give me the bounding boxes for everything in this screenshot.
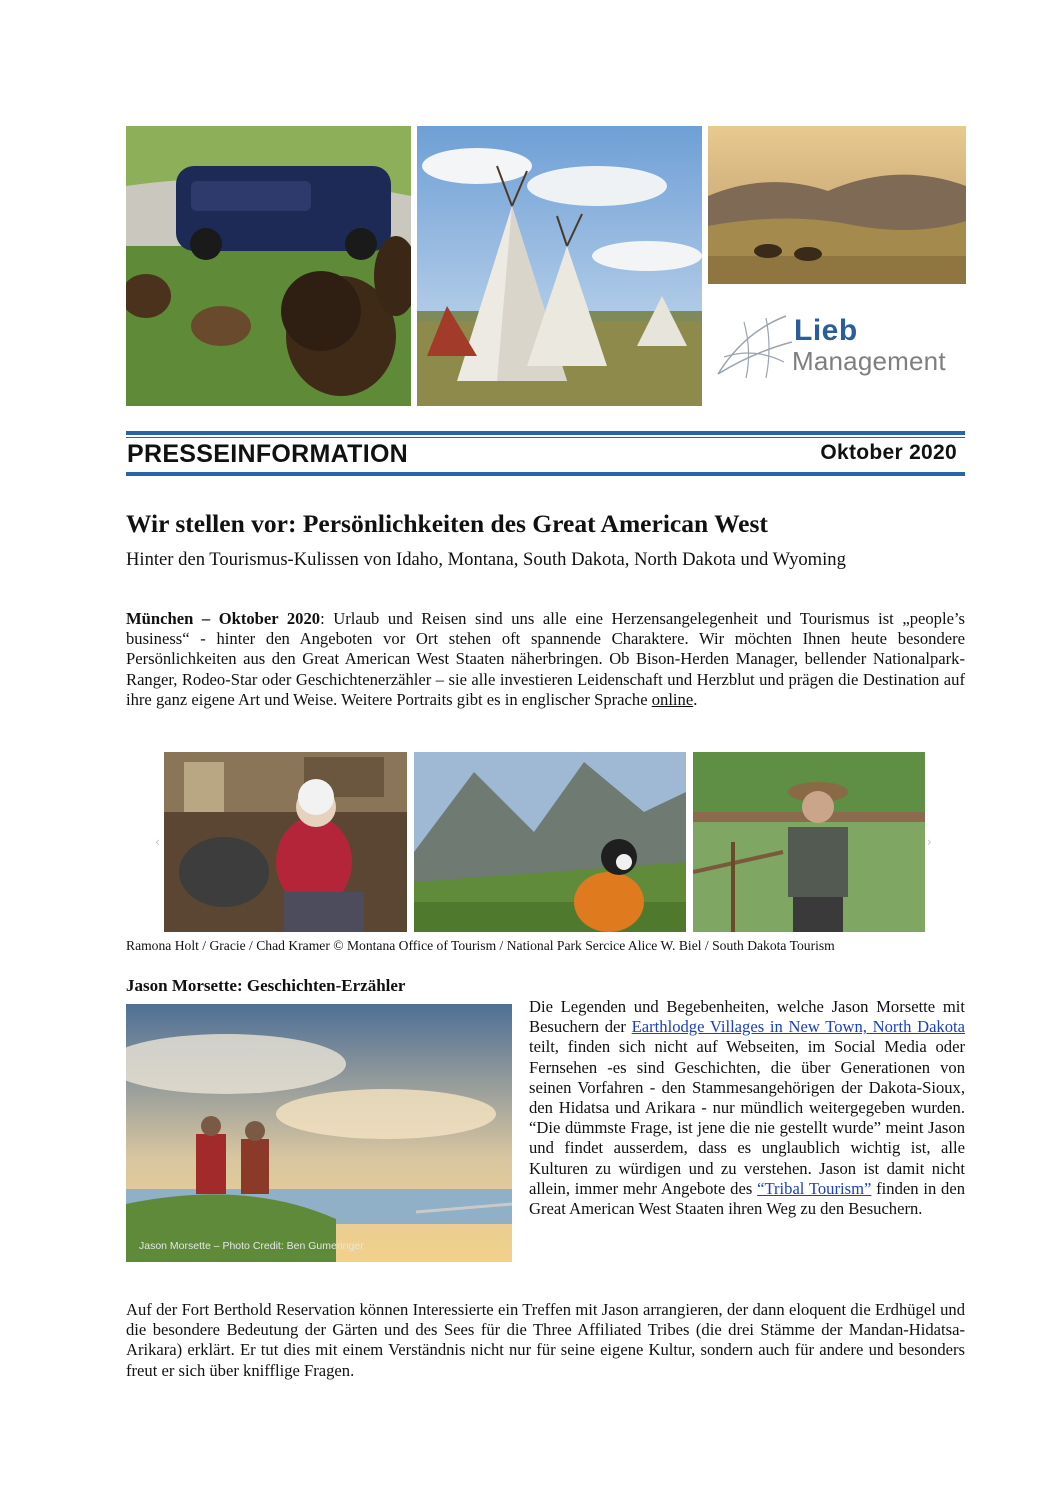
portrait-ramona-holt: [164, 752, 407, 932]
logo-management-text: Management: [792, 346, 946, 376]
globe-swoosh-icon: [714, 312, 794, 382]
press-date: Oktober 2020: [820, 441, 957, 464]
portrait-gracie-dog: [414, 752, 686, 932]
intro-body: : Urlaub und Reisen sind uns alle eine Herzensangelegenheit und Tourismus ist „people’s business“ - hinter den Angeboten vor Ort stehen oft spannende Charaktere. Wir möchten Ihnen heute besondere Persönlichkeiten aus den Great American West Staaten näherbringen. Ob Bison-Herden Manager, bellender Nationalpark-Ranger, Rodeo-Star oder Geschichtenerzähler – sie alle investieren Leidenschaft und Herzblut und prägen die Destination auf ihre ganz eigene Art und Weise. Weitere Portraits gibt es in englischer Sprache: [126, 609, 965, 709]
article-title: Wir stellen vor: Persönlichkeiten des Great American West: [126, 509, 768, 538]
side-text-2: teilt, finden sich nicht auf Webseiten, im Social Media oder Fernsehen -es sind Geschichten, die über Generationen von seinen Vorfahren - den Stammesangehörigen der Dakota-Sioux, den Hidatsa und Arikara - nur mündlich weitergegeben wurden. “Die dümmste Frage, ist jene die nie gestellt wurde” meint Jason und findet ausserdem, dass es unglaublich wichtig ist, alle Kulturen zu würdigen und zu verstehen. Jason ist damit nicht allein, immer mehr Angebote des: [529, 1037, 965, 1198]
riders-photo: [708, 126, 966, 284]
portrait-chad-kramer: [693, 752, 925, 932]
side-text-3: finden in den Great American West Staaten ihren Weg zu den Besuchern.: [529, 1178, 965, 1219]
online-link[interactable]: online: [651, 689, 694, 709]
banner-rule-bottom: [126, 472, 965, 476]
tribal-tourism-link[interactable]: “Tribal Tourism”: [757, 1178, 872, 1198]
bottom-paragraph: Auf der Fort Berthold Reservation können Interessierte ein Treffen mit Jason arrangieren, der dann eloquent die Erdhügel und die besondere Bedeutung der Gärten und des Sees für die Three Affiliated Tribes (die drei Stämme der Mandan-Hidatsa-Arikara) erklärt. Er tut dies mit einem Verständnis nicht nur für seine eigene Kultur, sondern auch für andere und besonders freut er sich über knifflige Fragen.: [126, 1300, 965, 1380]
side-text-1: Die Legenden und Begebenheiten, welche Jason Morsette mit Besuchern der: [529, 997, 965, 1037]
banner-rule-thin: [126, 437, 965, 438]
jason-morsette-photo: [126, 1004, 512, 1262]
press-label: PRESSEINFORMATION: [127, 440, 409, 468]
chevron-right-icon[interactable]: ›: [927, 835, 932, 849]
lieb-management-logo: [712, 300, 966, 406]
side-paragraph: [529, 997, 965, 1219]
section-heading: Jason Morsette: Geschichten-Erzähler: [126, 976, 406, 995]
photo-credit: Jason Morsette – Photo Credit: Ben Gumeringer: [139, 1240, 364, 1252]
intro-dateline: München – Oktober 2020: [126, 609, 321, 628]
intro-end: .: [693, 689, 698, 709]
logo-lieb-text: Lieb: [794, 314, 858, 347]
bison-convertible-photo: [126, 126, 411, 406]
earthlodge-villages-link[interactable]: Earthlodge Villages in New Town, North Dakota: [631, 1017, 965, 1037]
photo-caption: Ramona Holt / Gracie / Chad Kramer © Montana Office of Tourism / National Park Sercice Alice W. Biel / South Dakota Tourism: [126, 938, 835, 953]
article-subtitle: Hinter den Tourismus-Kulissen von Idaho, Montana, South Dakota, North Dakota und Wyoming: [126, 549, 846, 570]
intro-paragraph: [126, 609, 965, 710]
banner-rule-top: [126, 431, 965, 435]
tipi-photo: [417, 126, 702, 406]
chevron-left-icon[interactable]: ‹: [155, 835, 160, 849]
